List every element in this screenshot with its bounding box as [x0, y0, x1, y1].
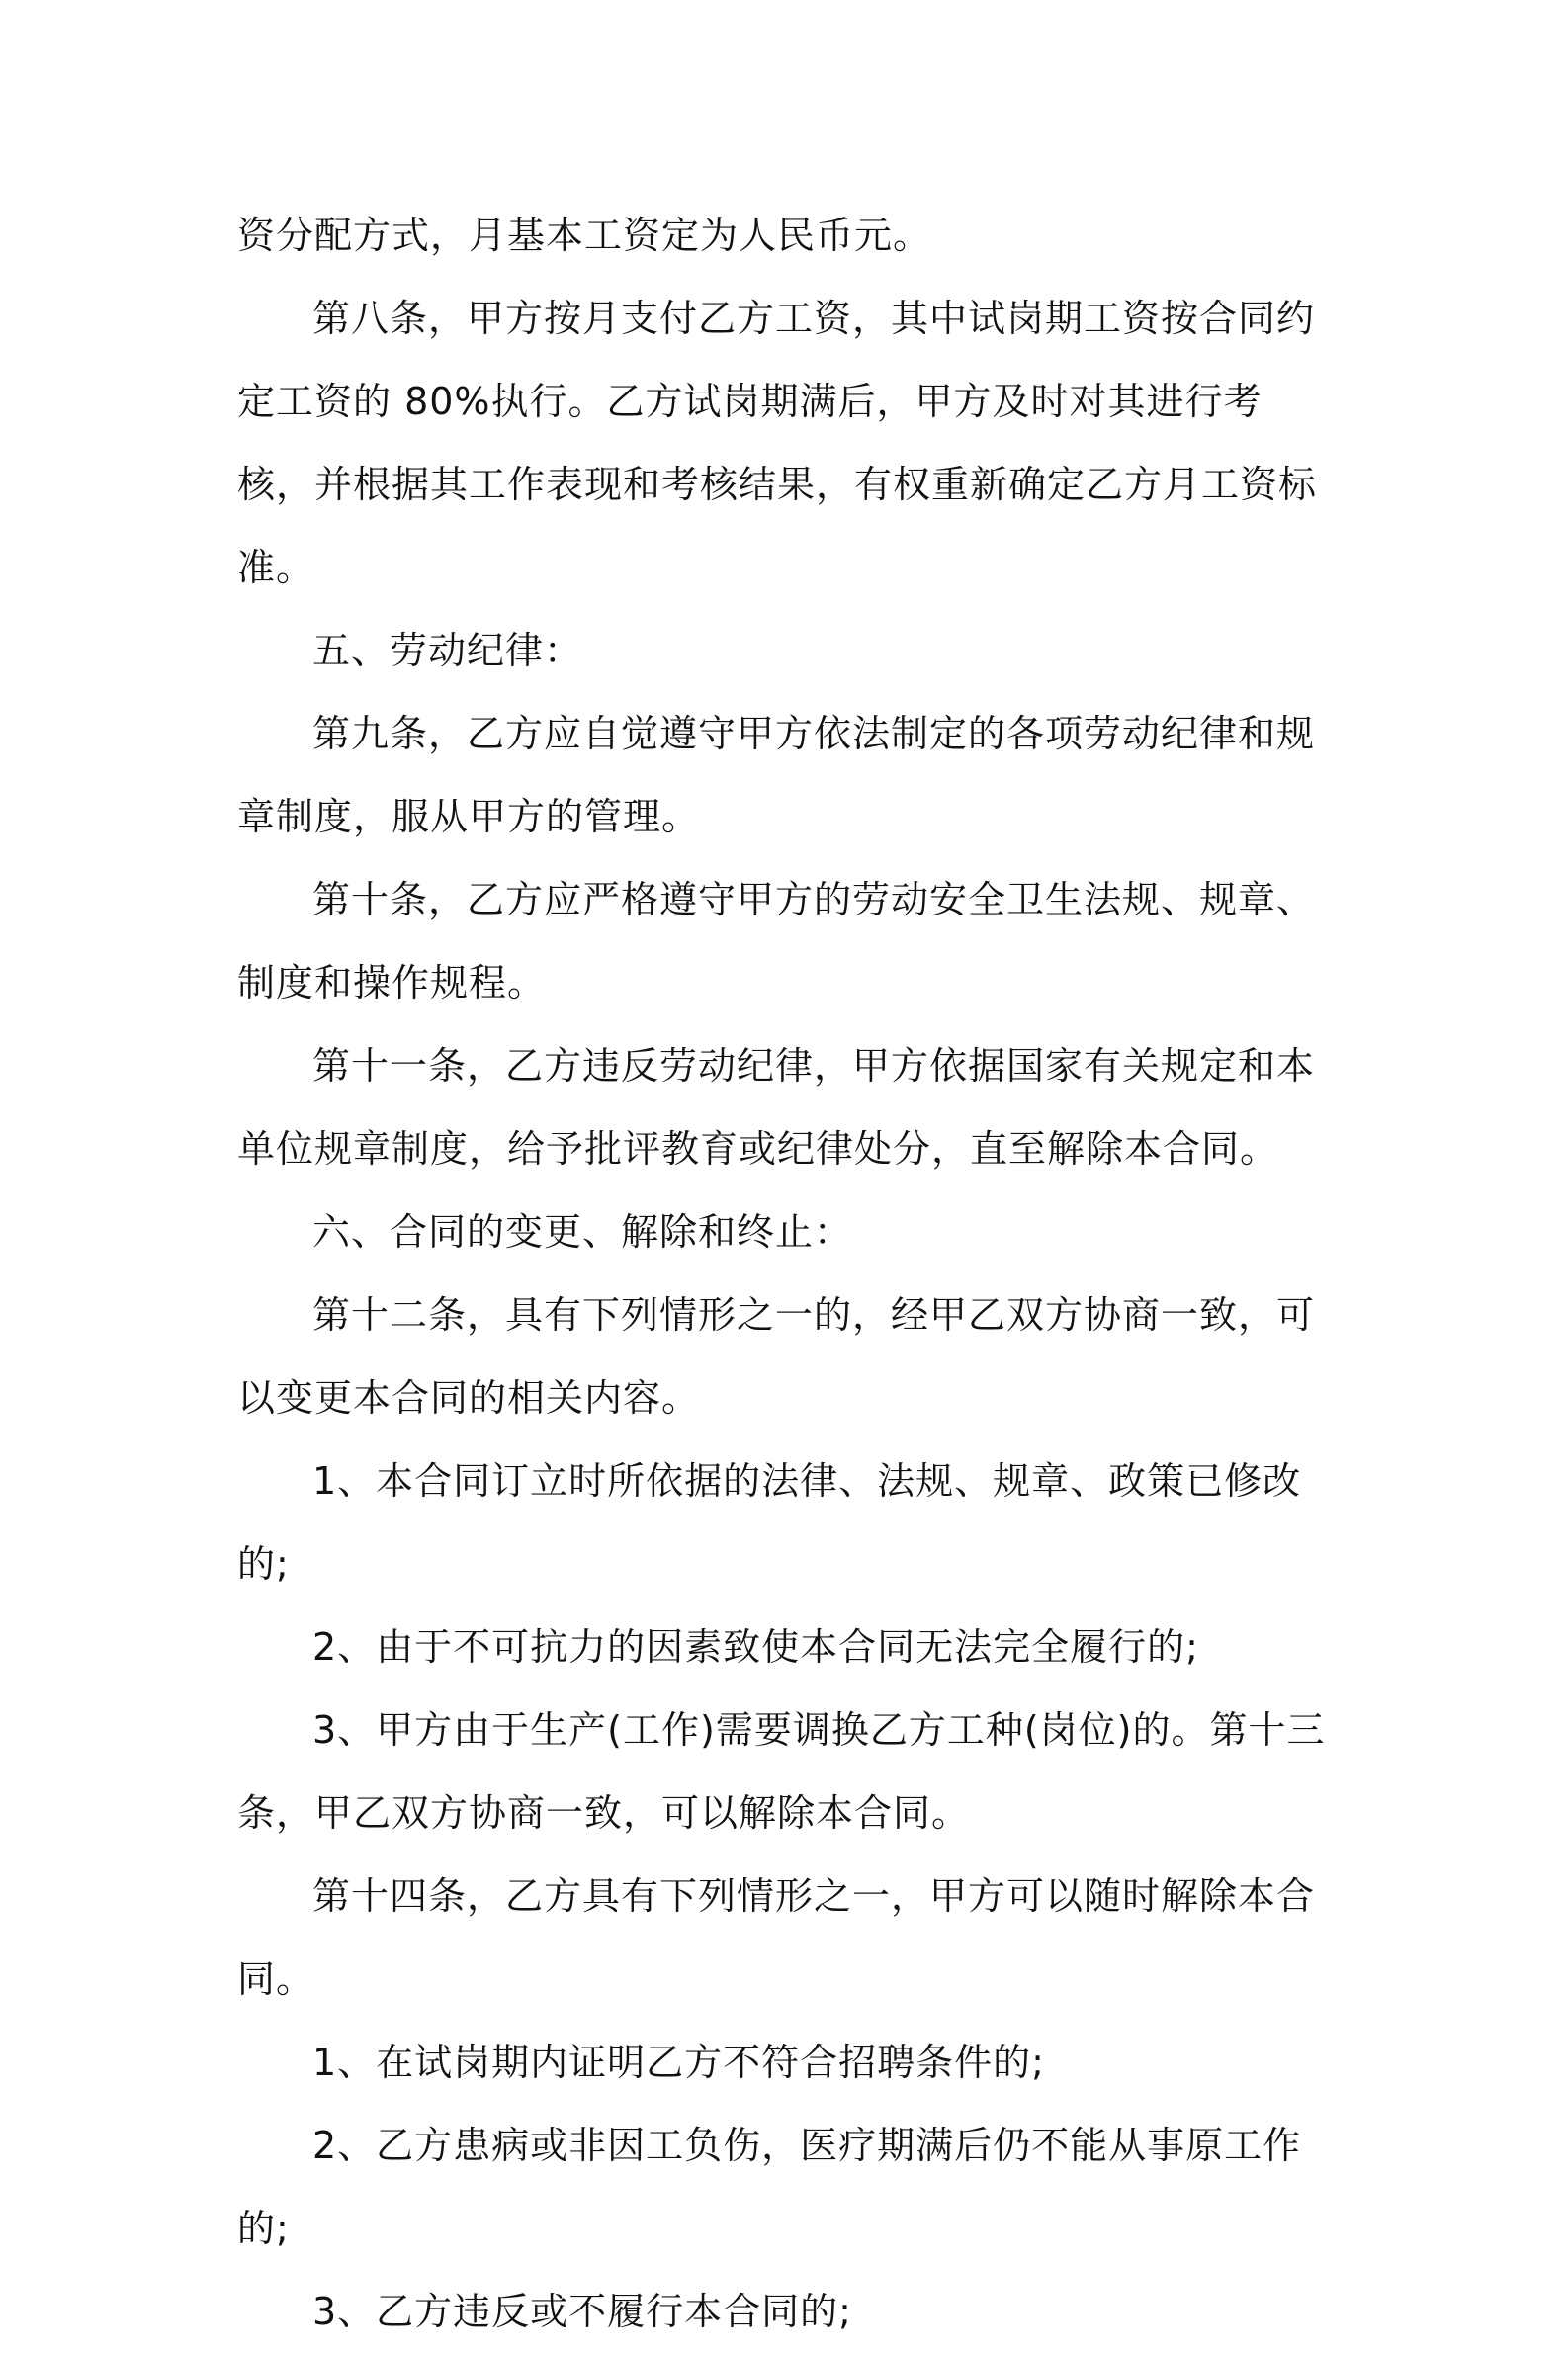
paragraph-salary-continuation: 资分配方式，月基本工资定为人民币元。: [237, 214, 932, 257]
paragraph-article-10: 第十条，乙方应严格遵守甲方的劳动安全卫生法规、规章、制度和操作规程。: [237, 878, 1316, 1004]
section-heading-contract-changes: 六、合同的变更、解除和终止：: [312, 1210, 853, 1254]
paragraph-article-14: 第十四条，乙方具有下列情形之一，甲方可以随时解除本合同。: [237, 1874, 1316, 2001]
paragraph-article-12: 第十二条，具有下列情形之一的，经甲乙双方协商一致，可以变更本合同的相关内容。: [237, 1293, 1316, 1420]
list-item-article-14-1: 1、在试岗期内证明乙方不符合招聘条件的;: [312, 2041, 1045, 2084]
list-item-article-12-3: 3、甲方由于生产(工作)需要调换乙方工种(岗位)的。第十三条，甲乙双方协商一致，可以解除本合同。: [237, 1708, 1326, 1835]
paragraph-article-8: 第八条，甲方按月支付乙方工资，其中试岗期工资按合同约定工资的 80%执行。乙方试岗期满后，甲方及时对其进行考核，并根据其工作表现和考核结果，有权重新确定乙方月工资标准。: [237, 297, 1318, 589]
list-item-article-14-2: 2、乙方患病或非因工负伤，医疗期满后仍不能从事原工作的;: [237, 2124, 1302, 2250]
paragraph-article-9: 第九条，乙方应自觉遵守甲方依法制定的各项劳动纪律和规章制度，服从甲方的管理。: [237, 712, 1316, 838]
list-item-article-12-2: 2、由于不可抗力的因素致使本合同无法完全履行的;: [312, 1625, 1199, 1669]
document-body: [237, 194, 1335, 2353]
section-heading-labor-discipline: 五、劳动纪律：: [312, 629, 583, 672]
list-item-article-14-3: 3、乙方违反或不履行本合同的;: [312, 2290, 852, 2333]
list-item-article-12-1: 1、本合同订立时所依据的法律、法规、规章、政策已修改的;: [237, 1459, 1302, 1586]
paragraph-article-11: 第十一条，乙方违反劳动纪律，甲方依据国家有关规定和本单位规章制度，给予批评教育或纪律处分，直至解除本合同。: [237, 1044, 1316, 1171]
